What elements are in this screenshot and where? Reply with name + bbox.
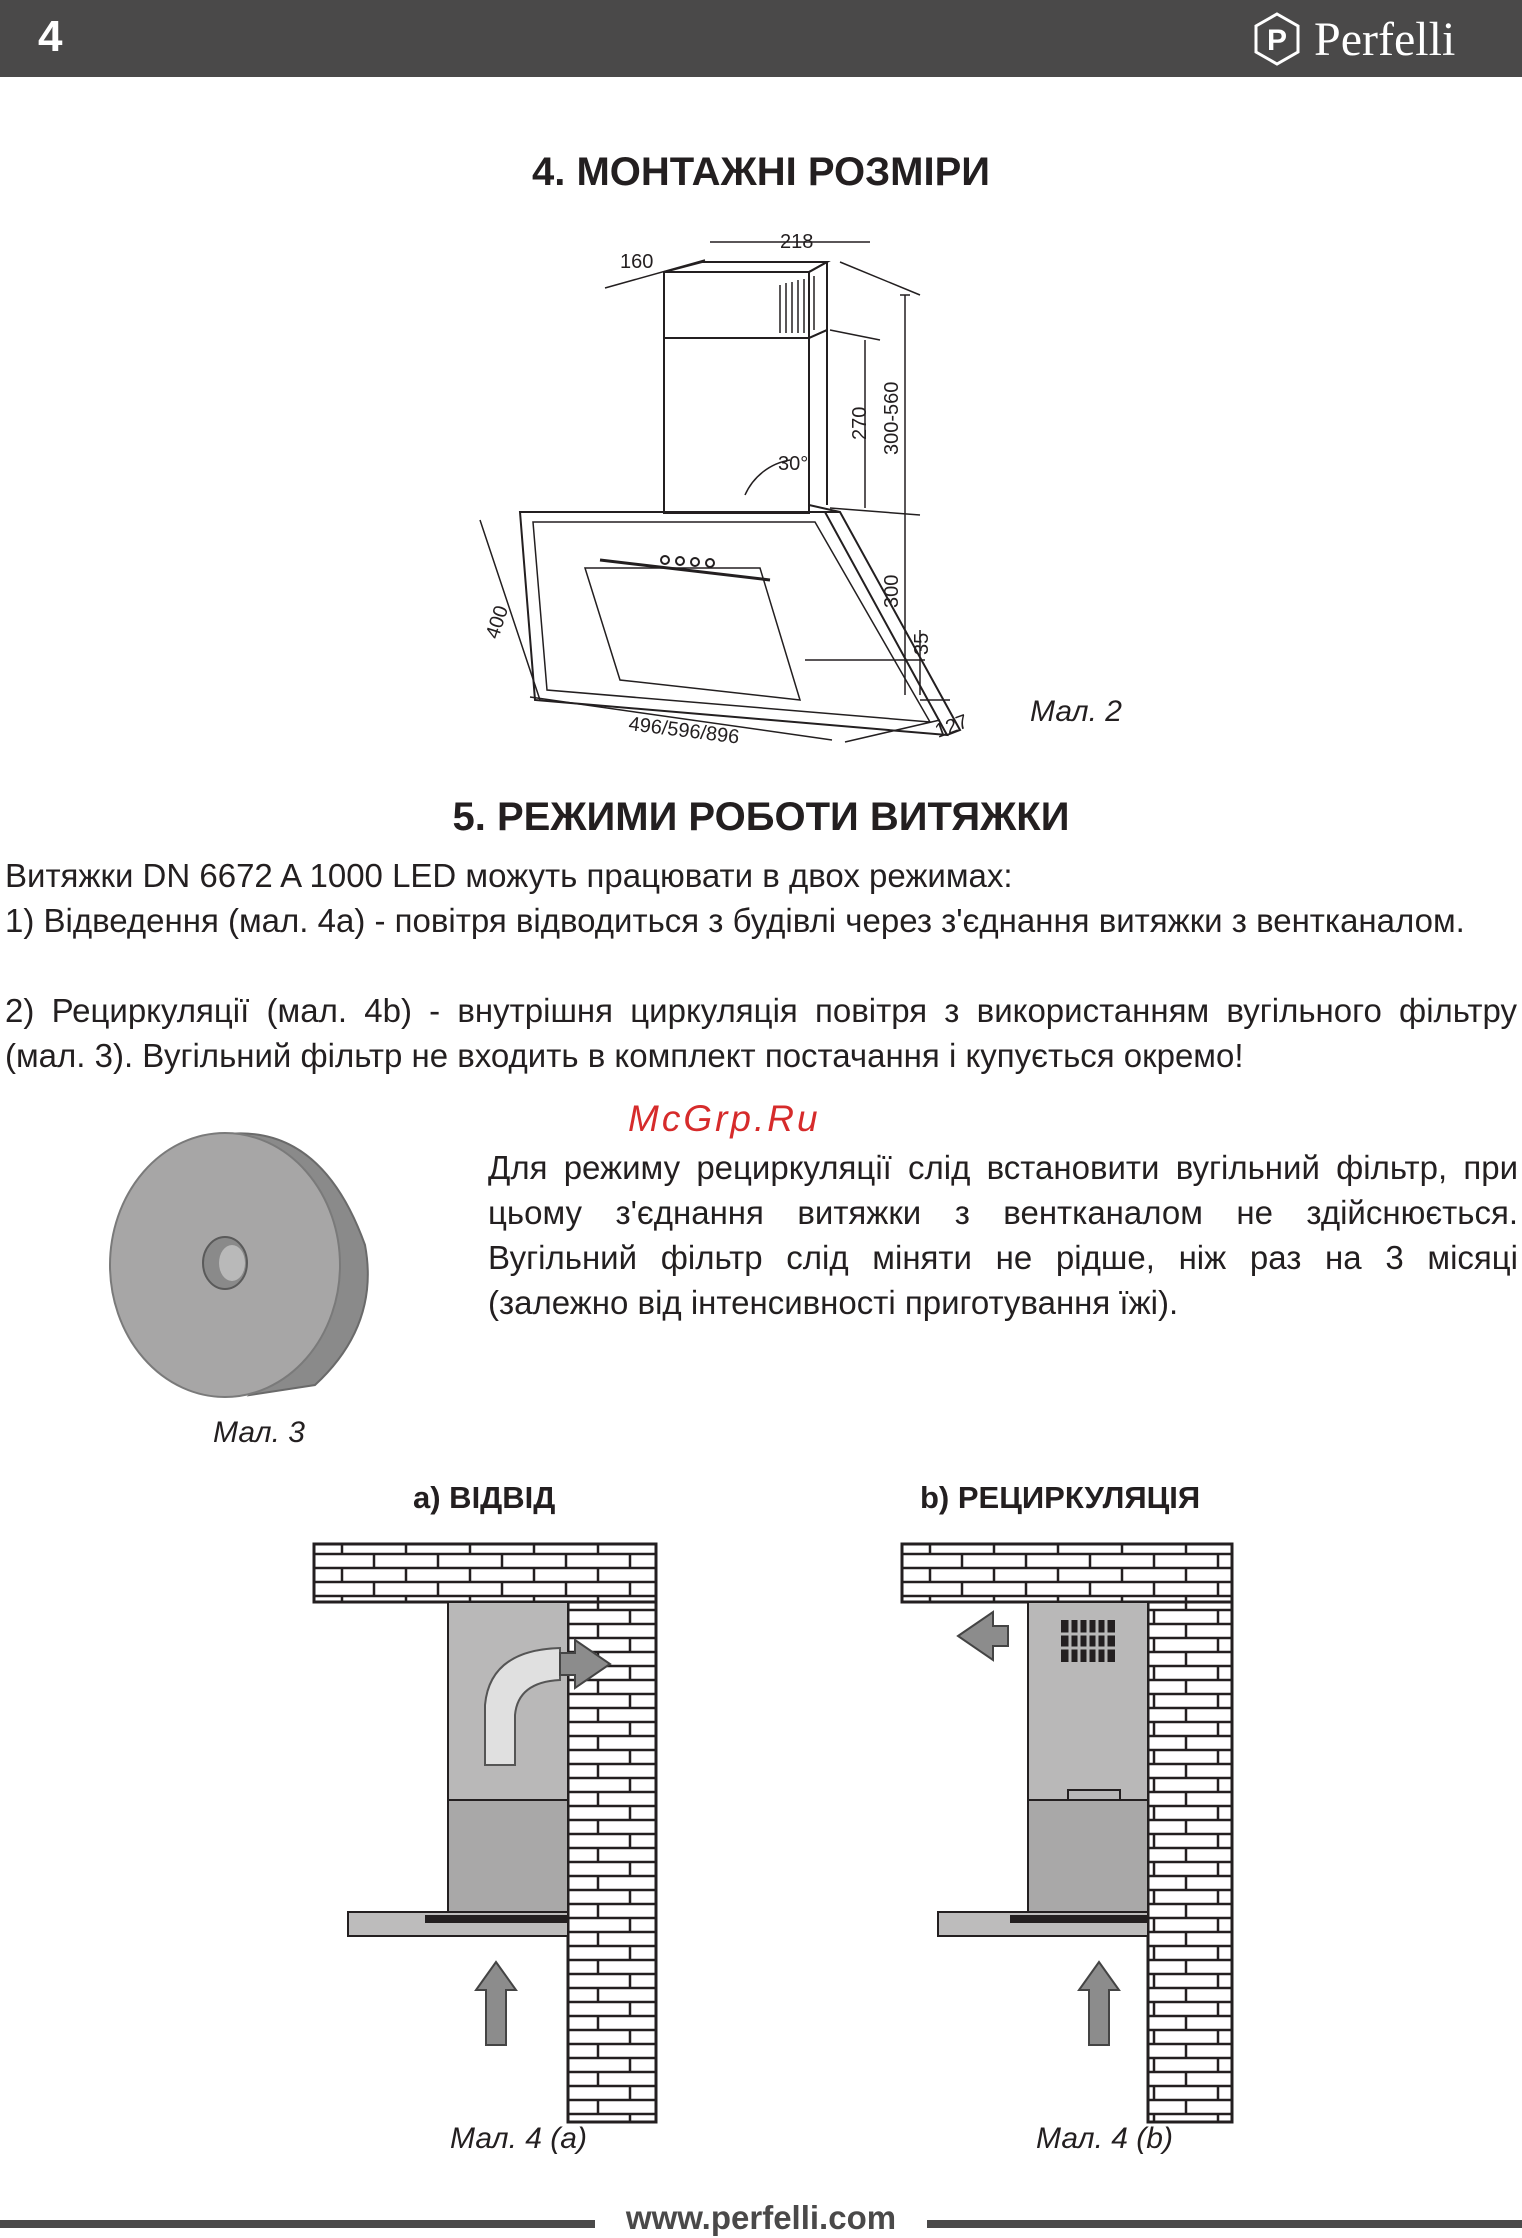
mode-b-title: b) РЕЦИРКУЛЯЦІЯ [920, 1480, 1201, 1515]
section4-title: 4. МОНТАЖНІ РОЗМІРИ [531, 150, 991, 194]
dim-30deg: 30° [778, 453, 809, 475]
figure4b-caption: Мал. 4 (b) [1036, 2122, 1173, 2155]
section5-title: 5. РЕЖИМИ РОБОТИ ВИТЯЖКИ [452, 795, 1070, 839]
dim-160: 160 [620, 251, 654, 273]
intro-line: Витяжки DN 6672 A 1000 LED можуть працювати в двох режимах: [5, 857, 1013, 894]
watermark: McGrp.Ru [628, 1098, 821, 1139]
page-number: 4 [38, 12, 63, 61]
dim-300: 300 [881, 574, 903, 608]
mode2-text: 2) Рециркуляції (мал. 4b) - внутрішня циркуляція повітря з використанням вугільного фільтру (мал. 3). Вугільний фільтр не входить в комплект постачання і купується окремо! [5, 992, 1517, 1074]
figure4a-caption: Мал. 4 (а) [450, 2122, 587, 2155]
dim-300-560: 300-560 [881, 381, 903, 455]
dim-400: 400 [481, 603, 514, 642]
figure3-caption: Мал. 3 [213, 1416, 305, 1449]
dim-127: 127 [932, 710, 972, 743]
dim-35: 35 [911, 632, 933, 655]
mounting-dimensions-diagram [0, 0, 1522, 780]
filter-text: Для режиму рециркуляції слід встановити вугільний фільтр, при цьому з'єднання витяжки з вентканалом не здійснюється. Вугільний фільтр слід міняти не рідше, ніж раз на 3 місяці (залежно від інтенсивності приготування їжі). [488, 1149, 1518, 1321]
dim-270: 270 [849, 406, 871, 440]
dim-496-596-896: 496/596/896 [627, 713, 741, 749]
figure2-caption: Мал. 2 [1030, 695, 1122, 728]
recirculation-mode-diagram [898, 1540, 1238, 2130]
footer-url[interactable]: www.perfelli.com [625, 2199, 897, 2236]
carbon-filter-illustration [100, 1115, 400, 1415]
mode-a-title: а) ВІДВІД [413, 1480, 556, 1515]
dim-218: 218 [780, 231, 814, 253]
svg-text:P: P [1266, 24, 1288, 57]
brand-name: Perfelli [1314, 12, 1456, 66]
extraction-mode-diagram [310, 1540, 660, 2130]
mode1-text: 1) Відведення (мал. 4а) - повітря відводиться з будівлі через з'єднання витяжки з вентканалом. [5, 902, 1465, 939]
